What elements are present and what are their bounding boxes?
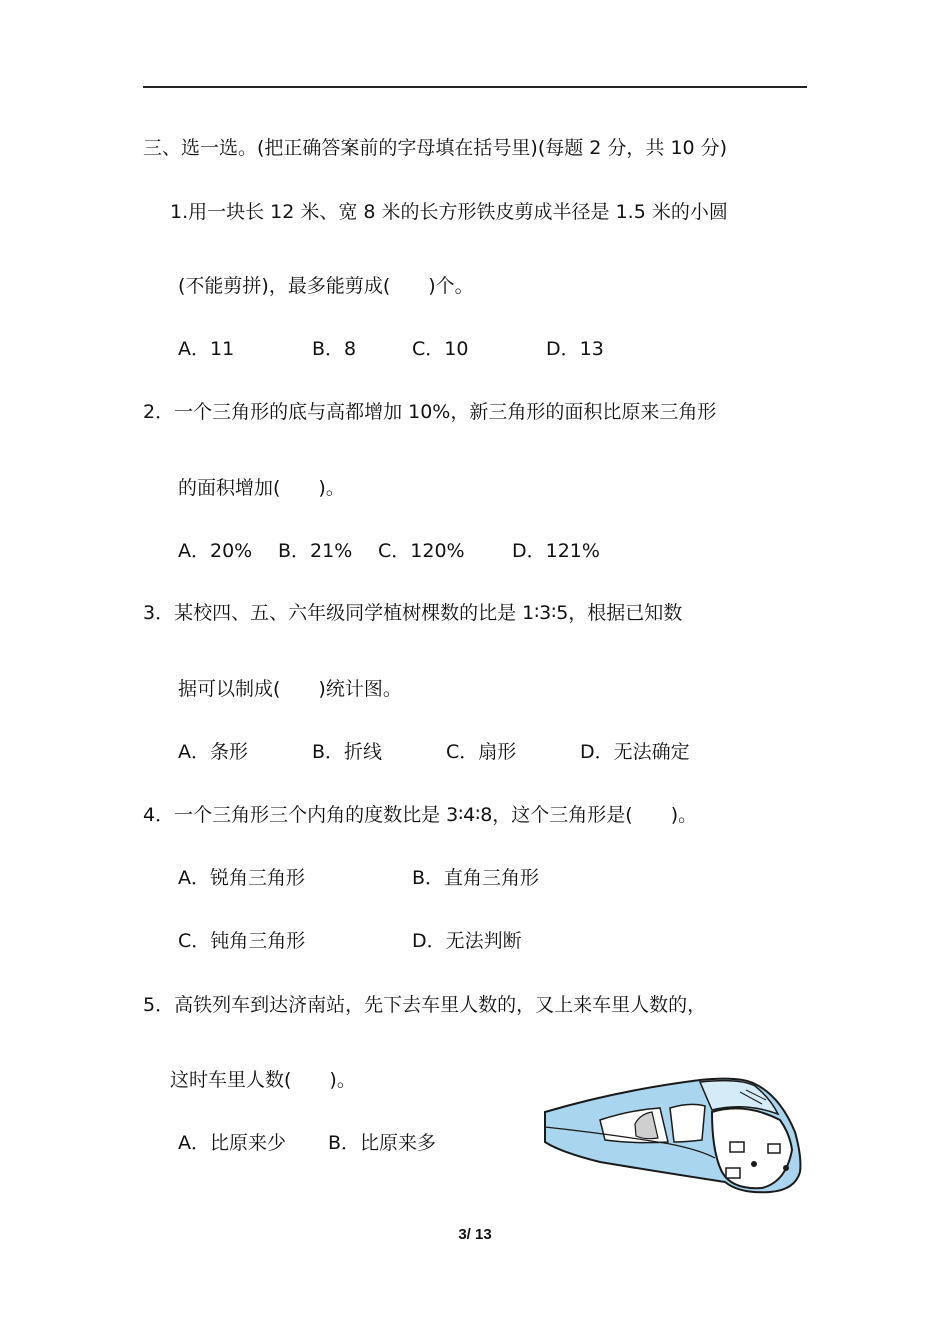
question-4-option-c[interactable]: C．钝角三角形: [178, 930, 306, 952]
question-5-line-1: 5．高铁列车到达济南站，先下去车里人数的，又上来车里人数的，: [143, 994, 707, 1016]
question-3-option-a[interactable]: A．条形: [178, 741, 248, 763]
question-3-option-c[interactable]: C．扇形: [446, 741, 517, 763]
question-4-option-d[interactable]: D．无法判断: [412, 930, 522, 952]
question-1-option-c[interactable]: C．10: [412, 338, 469, 360]
question-2-option-c[interactable]: C．120%: [378, 540, 465, 562]
question-3-option-b[interactable]: B．折线: [312, 741, 383, 763]
question-1-line-2: (不能剪拼)，最多能剪成( )个。: [178, 275, 474, 297]
header-rule: [143, 86, 807, 88]
high-speed-train-icon: [540, 1072, 810, 1202]
question-2-line-2: 的面积增加( )。: [178, 477, 345, 499]
question-3-line-2: 据可以制成( )统计图。: [178, 678, 402, 700]
question-1-option-d[interactable]: D．13: [546, 338, 604, 360]
question-5-line-2: 这时车里人数( )。: [170, 1069, 356, 1091]
question-2-line-1: 2．一个三角形的底与高都增加 10%，新三角形的面积比原来三角形: [143, 401, 717, 423]
question-5-option-a[interactable]: A．比原来少: [178, 1132, 286, 1154]
question-4-option-b[interactable]: B．直角三角形: [412, 867, 540, 889]
question-2-option-b[interactable]: B．21%: [278, 540, 353, 562]
section-title: 三、选一选。(把正确答案前的字母填在括号里)(每题 2 分，共 10 分): [143, 137, 728, 159]
question-4-option-a[interactable]: A．锐角三角形: [178, 867, 305, 889]
question-3-line-1: 3．某校四、五、六年级同学植树棵数的比是 1∶3∶5，根据已知数: [143, 602, 683, 624]
question-2-option-a[interactable]: A．20%: [178, 540, 253, 562]
question-1-option-a[interactable]: A．11: [178, 338, 235, 360]
question-3-option-d[interactable]: D．无法确定: [580, 741, 690, 763]
page-number: 3/ 13: [458, 1226, 492, 1243]
question-2-option-d[interactable]: D．121%: [512, 540, 600, 562]
question-4-line-1: 4．一个三角形三个内角的度数比是 3∶4∶8，这个三角形是( )。: [143, 804, 698, 826]
question-1-line-1: 1.用一块长 12 米、宽 8 米的长方形铁皮剪成半径是 1.5 米的小圆: [170, 201, 728, 223]
question-1-option-b[interactable]: B．8: [312, 338, 357, 360]
question-5-option-b[interactable]: B．比原来多: [328, 1132, 437, 1154]
